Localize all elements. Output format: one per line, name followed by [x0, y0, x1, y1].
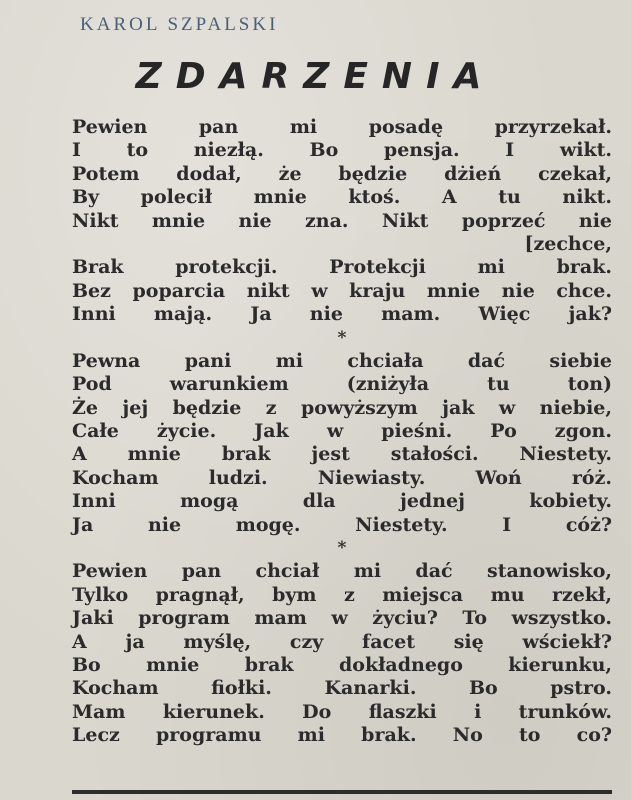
poem-line: Bo mnie brak dokładnego kierunku, — [72, 653, 612, 676]
poem-line: By polecił mnie ktoś. A tu nikt. — [72, 186, 612, 209]
poem-line: Jaki program mam w życiu? To wszystko. — [72, 607, 612, 630]
poem-line: Ja nie mogę. Niestety. I cóż? — [72, 513, 612, 536]
stanza-separator: * — [337, 538, 347, 559]
stanza-2 — [72, 350, 612, 537]
poem-title: ZDARZENIA — [135, 56, 496, 97]
poem-line: Mam kierunek. Do flaszki i trunków. — [72, 700, 612, 723]
poem-line: Że jej będzie z powyższym jak w niebie, — [72, 396, 612, 419]
poem-line: Potem dodał, że będzie dżień czekał, — [72, 162, 612, 185]
author-name: KAROL SZPALSKI — [80, 14, 279, 35]
poem-line: Lecz programu mi brak. No to co? — [72, 724, 612, 747]
bottom-divider — [72, 790, 612, 794]
poem-line: Kocham ludzi. Niewiasty. Woń róż. — [72, 466, 612, 489]
poem-line: Inni mają. Ja nie mam. Więc jak? — [72, 303, 612, 326]
poem-line: Brak protekcji. Protekcji mi brak. — [72, 256, 612, 279]
poem-line: A ja myślę, czy facet się wściekł? — [72, 630, 612, 653]
stanza-separator: * — [337, 327, 347, 348]
poem-line: Pewien pan chciał mi dać stanowisko, — [72, 560, 612, 583]
poem-line: I to niezłą. Bo pensja. I wikt. — [72, 139, 612, 162]
poem-line: Kocham fiołki. Kanarki. Bo pstro. — [72, 677, 612, 700]
poem-line: A mnie brak jest stałości. Niestety. — [72, 443, 612, 466]
poem-line-continuation: [zechce, — [524, 232, 612, 255]
poem-line: Pewien pan mi posadę przyrzekał. — [72, 116, 612, 138]
poem-line: Pod warunkiem (zniżyła tu ton) — [72, 373, 612, 396]
stanza-1 — [72, 116, 612, 327]
poem-line: Nikt mnie nie zna. Nikt poprzeć nie — [72, 209, 612, 232]
poem-line: Bez poparcia nikt w kraju mnie nie chce. — [72, 279, 612, 302]
poem-line: Inni mogą dla jednej kobiety. — [72, 490, 612, 513]
poem-body — [72, 116, 612, 748]
stanza-3 — [72, 560, 612, 747]
poem-line: Pewna pani mi chciała dać siebie — [72, 349, 612, 372]
poem-line: Tylko pragnął, bym z miejsca mu rzekł, — [72, 583, 612, 606]
poem-line: Całe życie. Jak w pieśni. Po zgon. — [72, 420, 612, 443]
